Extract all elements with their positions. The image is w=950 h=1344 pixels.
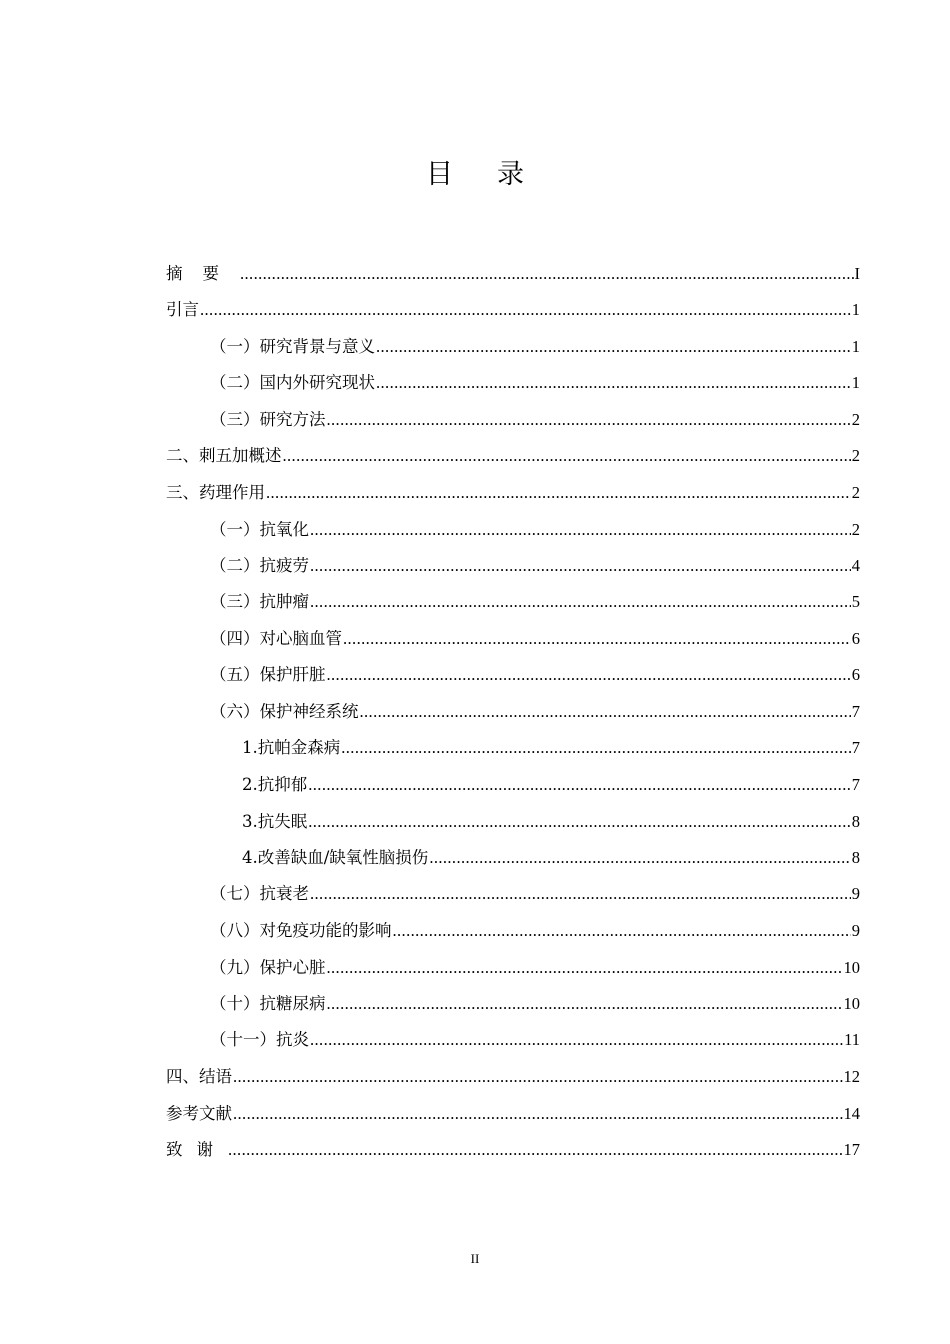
toc-entry-label: 抗抑郁 — [257, 775, 308, 794]
toc-entry[interactable] — [210, 1023, 860, 1057]
toc-entry-label: 抗氧化 — [259, 520, 309, 539]
toc-entry-label: 保护神经系统 — [259, 702, 359, 721]
toc-entry[interactable] — [242, 731, 860, 765]
toc-entry-number: （五） — [210, 665, 260, 684]
dot-leader — [266, 476, 851, 510]
dot-leader — [200, 293, 851, 327]
toc-entry-label: 致谢 — [166, 1140, 227, 1159]
toc-page-number: 10 — [843, 994, 860, 1013]
toc-entry-label: 引言 — [166, 300, 199, 319]
toc-page-number: 1 — [851, 300, 860, 319]
toc-entry-number: （九） — [210, 958, 260, 977]
toc-entry-label: 对免疫功能的影响 — [259, 921, 392, 940]
toc-page-number: 17 — [843, 1140, 860, 1159]
toc-entry-label: 保护肝脏 — [259, 665, 326, 684]
toc-entry[interactable] — [210, 622, 860, 656]
toc-entry[interactable] — [242, 768, 860, 802]
toc-entry-introduction[interactable] — [166, 293, 860, 327]
toc-entry-number: （七） — [210, 884, 260, 903]
toc-entry[interactable] — [210, 330, 860, 364]
toc-entry-label: 抗疲劳 — [259, 556, 309, 575]
toc-entry-abstract[interactable] — [166, 257, 860, 291]
toc-entry[interactable] — [210, 549, 860, 583]
toc-page-number: 1 — [851, 373, 860, 392]
toc-entry-label: 保护心脏 — [259, 958, 326, 977]
toc-entry-label: 结语 — [199, 1067, 232, 1086]
title-char-2: 录 — [497, 159, 524, 190]
toc-entry-number: （十一） — [210, 1030, 276, 1049]
toc-entry[interactable] — [210, 987, 860, 1021]
dot-leader — [233, 1097, 843, 1131]
dot-leader — [310, 513, 851, 547]
toc-page-number: 14 — [843, 1104, 860, 1123]
title-char-1: 目 — [426, 159, 453, 190]
toc-entry[interactable] — [210, 585, 860, 619]
toc-entry-number: （十） — [210, 994, 260, 1013]
toc-entry[interactable] — [166, 476, 860, 510]
toc-entry-number: 2. — [242, 775, 258, 794]
toc-entry-label: 抗糖尿病 — [259, 994, 326, 1013]
toc-entry[interactable] — [210, 403, 860, 437]
toc-page-number: 7 — [851, 775, 860, 794]
toc-entry[interactable] — [210, 951, 860, 985]
toc-entry-label: 研究方法 — [259, 410, 326, 429]
toc-page-number: 7 — [851, 738, 860, 757]
toc-entry[interactable] — [210, 513, 860, 547]
toc-entry-label: 抗衰老 — [259, 884, 309, 903]
dot-leader — [327, 987, 843, 1021]
toc-entry[interactable] — [166, 1060, 860, 1094]
toc-entry-number: 四、 — [166, 1067, 199, 1086]
toc-page-number: 1 — [851, 337, 860, 356]
toc-page-number: 4 — [851, 556, 860, 575]
toc-page-number: 2 — [851, 520, 860, 539]
dot-leader — [393, 914, 851, 948]
dot-leader — [308, 805, 851, 839]
toc-page-number: 6 — [851, 665, 860, 684]
toc-entry-label: 抗肿瘤 — [259, 592, 309, 611]
toc-page-number: 6 — [851, 629, 860, 648]
toc-entry-label: 改善缺血/缺氧性脑损伤 — [257, 848, 429, 867]
toc-entry-label: 研究背景与意义 — [259, 337, 375, 356]
toc-entry-number: （八） — [210, 921, 260, 940]
toc-entry-label: 刺五加概述 — [199, 446, 282, 465]
toc-entry-number: （三） — [210, 592, 260, 611]
toc-entry-number: （二） — [210, 373, 260, 392]
toc-page-number: 5 — [851, 592, 860, 611]
toc-entry[interactable] — [242, 841, 860, 875]
toc-page-number: 2 — [851, 410, 860, 429]
toc-entry-label: 国内外研究现状 — [259, 373, 375, 392]
toc-entry-label: 抗失眠 — [257, 812, 308, 831]
toc-entry-number: 1. — [242, 738, 258, 757]
toc-entry[interactable] — [210, 695, 860, 729]
dot-leader — [327, 403, 851, 437]
dot-leader — [327, 658, 851, 692]
toc-entry-label: 摘要 — [166, 264, 239, 283]
dot-leader — [429, 841, 850, 875]
toc-entry[interactable] — [242, 805, 860, 839]
toc-entry-number: （二） — [210, 556, 260, 575]
toc-entry[interactable] — [210, 914, 860, 948]
toc-entry[interactable] — [210, 658, 860, 692]
toc-page-number: 8 — [851, 812, 860, 831]
page-footer-number: II — [470, 1251, 480, 1266]
dot-leader — [376, 366, 851, 400]
dot-leader — [228, 1133, 843, 1167]
dot-leader — [360, 695, 851, 729]
toc-entry-number: （一） — [210, 337, 260, 356]
dot-leader — [343, 622, 851, 656]
toc-page-number: 9 — [851, 921, 860, 940]
toc-entry-references[interactable] — [166, 1097, 860, 1131]
toc-entry-label: 药理作用 — [199, 483, 265, 502]
toc-page-number: 10 — [843, 958, 860, 977]
dot-leader — [240, 257, 854, 291]
dot-leader — [376, 330, 851, 364]
toc-entry-label: 参考文献 — [166, 1104, 232, 1123]
toc-entry-number: （三） — [210, 410, 260, 429]
toc-entry[interactable] — [210, 366, 860, 400]
toc-page-number: 12 — [843, 1067, 860, 1086]
toc-entry-label: 抗炎 — [276, 1030, 309, 1049]
toc-page-number: 7 — [851, 702, 860, 721]
dot-leader — [327, 951, 843, 985]
toc-entry[interactable] — [166, 439, 860, 473]
dot-leader — [310, 585, 851, 619]
dot-leader — [233, 1060, 843, 1094]
toc-entry-number: 3. — [242, 812, 258, 831]
toc-entry-number: 三、 — [166, 483, 199, 502]
toc-entry-number: （一） — [210, 520, 260, 539]
toc-page-number: I — [854, 264, 860, 283]
toc-page-number: 9 — [851, 884, 860, 903]
dot-leader — [341, 731, 851, 765]
toc-entry-label: 对心脑血管 — [259, 629, 342, 648]
toc-page-number: 2 — [851, 483, 860, 502]
toc-entry-label: 抗帕金森病 — [257, 738, 341, 757]
page-title — [0, 152, 950, 191]
toc-entry-number: （四） — [210, 629, 260, 648]
dot-leader — [308, 768, 851, 802]
toc-page-number: 8 — [851, 848, 860, 867]
toc-entry-number: （六） — [210, 702, 260, 721]
toc-entry[interactable] — [210, 877, 860, 911]
dot-leader — [310, 1023, 843, 1057]
dot-leader — [310, 549, 851, 583]
toc-entry-acknowledgements[interactable] — [166, 1133, 860, 1167]
toc-page-number: 2 — [851, 446, 860, 465]
toc-page-number: 11 — [844, 1030, 860, 1049]
toc-entry-number: 4. — [242, 848, 258, 867]
dot-leader — [283, 439, 851, 473]
dot-leader — [310, 877, 851, 911]
toc-entry-number: 二、 — [166, 446, 199, 465]
